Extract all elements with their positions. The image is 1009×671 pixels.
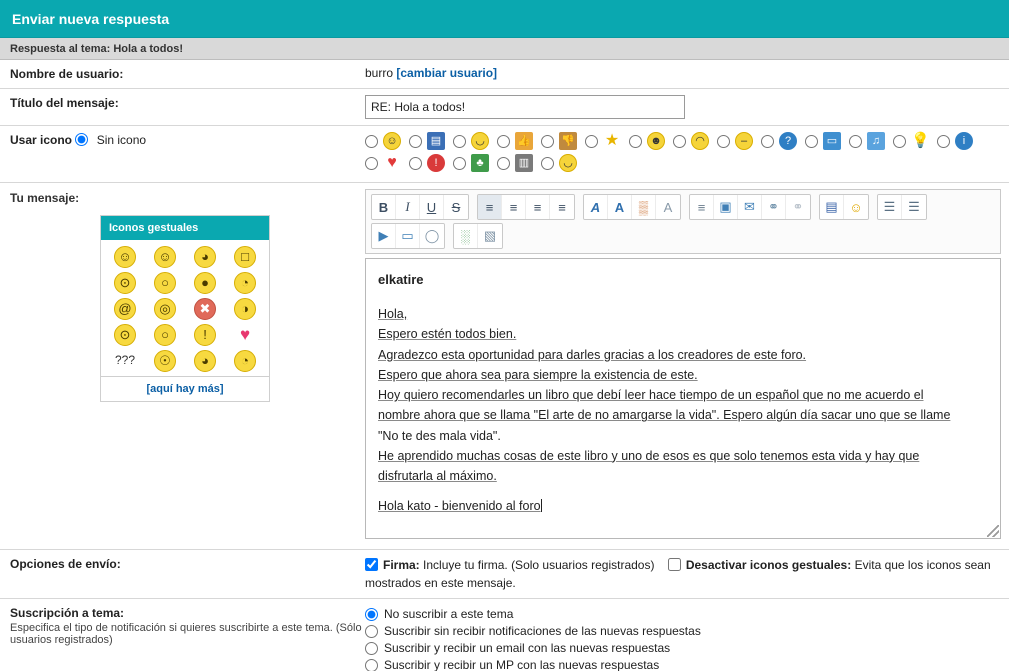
underline-button[interactable]: U	[420, 195, 444, 219]
align-justify-button[interactable]: ≡	[550, 195, 574, 219]
icon-radio-star[interactable]	[585, 135, 598, 148]
icon-radio-thumbup[interactable]	[497, 135, 510, 148]
editor-tail-line-wrap	[378, 496, 542, 516]
icon-radio-thumbdown[interactable]	[541, 135, 554, 148]
toolbar-group-code	[453, 223, 503, 249]
toolbar-line-1	[371, 194, 995, 220]
message-row	[0, 183, 1009, 550]
insert-email-button[interactable]: ✉	[738, 195, 762, 219]
subscription-label-cell	[0, 599, 365, 671]
subject-row	[0, 89, 1009, 126]
toolbar-group-align	[477, 194, 575, 220]
smiley-icon[interactable]: ◔	[234, 272, 256, 294]
icon-radio-note[interactable]	[409, 135, 422, 148]
editor-line: Hoy quiero recomendarles un libro que debí leer hace tiempo de un español que no me acuerdo el	[378, 388, 924, 403]
icon-option-film	[497, 154, 533, 172]
info-icon: i	[955, 132, 973, 150]
smiley-heart-icon[interactable]: ♥	[239, 325, 251, 344]
font-size-button[interactable]: A	[608, 195, 632, 219]
disable-smileys-text: Evita que los iconos sean mostrados en este mensaje.	[365, 558, 991, 590]
smiley-icon[interactable]: ◎	[154, 298, 176, 320]
smiley-icon[interactable]: ✖	[194, 298, 216, 320]
exclamation-icon: !	[427, 154, 445, 172]
signature-text: Incluye tu firma. (Solo usuarios registrados)	[423, 558, 655, 572]
unlink-button[interactable]: ⚭	[786, 195, 810, 219]
editor-line: disfrutarla al máximo.	[378, 469, 497, 484]
disable-smileys-title: Desactivar iconos gestuales:	[685, 558, 852, 572]
smiley-icon[interactable]: ☺	[154, 246, 176, 268]
editor-resize-handle[interactable]	[987, 525, 999, 537]
subscription-option[interactable]	[365, 607, 1001, 621]
toolbar-line-2	[371, 223, 995, 249]
insert-horizontal-rule-button[interactable]: ≡	[690, 195, 714, 219]
toolbar-group-font	[583, 194, 681, 220]
smiley-icon[interactable]: ○	[154, 324, 176, 346]
toolbar-group-format	[371, 194, 469, 220]
tree-icon: ♣	[471, 154, 489, 172]
username-row	[0, 60, 1009, 89]
icon-radio-screen[interactable]	[805, 135, 818, 148]
subscription-radio-none[interactable]	[365, 608, 378, 621]
align-right-button[interactable]: ≡	[526, 195, 550, 219]
subscription-option-label: Suscribir y recibir un MP con las nuevas respuestas	[384, 658, 660, 671]
insert-table-button[interactable]: ▤	[820, 195, 844, 219]
align-center-button[interactable]: ≡	[502, 195, 526, 219]
remove-format-button[interactable]: A	[656, 195, 680, 219]
align-left-button[interactable]: ≡	[478, 195, 502, 219]
icon-radio-tree[interactable]	[453, 157, 466, 170]
smiley-icon[interactable]: ☺	[114, 246, 136, 268]
editor-line: Hola,	[378, 307, 408, 322]
bullet-list-button[interactable]: ☰	[878, 195, 902, 219]
editor-body	[378, 304, 988, 486]
editor-signature-name: elkatire	[378, 272, 424, 287]
smiley-icon[interactable]: □	[234, 246, 256, 268]
thread-subheader-text: Respuesta al tema: Hola a todos!	[10, 42, 183, 55]
insert-video-button[interactable]: ▭	[396, 224, 420, 248]
subscription-option[interactable]	[365, 658, 1001, 671]
neutral-icon: ‒	[735, 132, 753, 150]
smiley-icon[interactable]: @	[114, 298, 136, 320]
subject-field-cell	[365, 89, 1009, 125]
icon-option-heart	[365, 154, 401, 172]
page-title: Enviar nueva respuesta	[12, 10, 170, 27]
note-icon: ▤	[427, 132, 445, 150]
grin-icon: ◡	[471, 132, 489, 150]
icon-radio-neutral[interactable]	[717, 135, 730, 148]
subscription-row	[0, 599, 1009, 671]
smiley-icon[interactable]: ◕	[194, 350, 216, 372]
thumb-up-icon: 👍	[515, 132, 533, 150]
icon-radio-music[interactable]	[849, 135, 862, 148]
icon-option-question	[761, 132, 797, 150]
signature-title: Firma:	[383, 558, 420, 572]
message-label: Tu mensaje:	[10, 191, 80, 205]
subscription-options	[365, 605, 1001, 671]
editor-toolbar	[365, 189, 1001, 254]
insert-code-button[interactable]: ░	[454, 224, 478, 248]
icon-radio-heart[interactable]	[365, 157, 378, 170]
icon-option-neutral	[717, 132, 753, 150]
smile-icon: ☺	[383, 132, 401, 150]
text-caret	[541, 499, 542, 512]
subscription-option-label: Suscribir sin recibir notificaciones de las nuevas respuestas	[384, 624, 701, 638]
bold-button[interactable]: B	[372, 195, 396, 219]
star-icon: ★	[604, 132, 620, 149]
insert-image-button[interactable]: ▣	[714, 195, 738, 219]
smiley-more-link[interactable]: [aquí hay más]	[146, 383, 224, 395]
insert-flash-button[interactable]: ▶	[372, 224, 396, 248]
username-label: Nombre de usuario:	[10, 67, 124, 81]
change-user-link[interactable]: [cambiar usuario]	[396, 66, 498, 80]
message-right-column	[365, 183, 1009, 549]
strikethrough-button[interactable]: S	[444, 195, 468, 219]
username-value: burro	[365, 66, 394, 80]
icon-option-happy	[629, 132, 665, 150]
icon-radio-info[interactable]	[937, 135, 950, 148]
smiley-icon[interactable]: ⊙	[114, 272, 136, 294]
subscription-option[interactable]	[365, 641, 1001, 655]
icon-radio-exclaim[interactable]	[409, 157, 422, 170]
subscription-radio-email[interactable]	[365, 642, 378, 655]
smiley-more-row	[101, 376, 269, 401]
subscription-sub-label: Especifica el tipo de notificación si quieres suscribirte a este tema. (Sólo usuarios registrados)	[10, 622, 362, 646]
icon-option-sad	[673, 132, 709, 150]
happy-icon: ☻	[647, 132, 665, 150]
subscription-radio-pm[interactable]	[365, 659, 378, 671]
username-field-cell	[365, 60, 1009, 88]
icon-option-info	[937, 132, 973, 150]
smiley-grid	[101, 240, 269, 376]
toolbar-group-lists	[877, 194, 927, 220]
heart-icon: ♥	[387, 154, 397, 171]
lightbulb-icon: 💡	[911, 132, 930, 149]
subject-label: Título del mensaje:	[10, 96, 119, 110]
editor-line: Espero estén todos bien.	[378, 327, 517, 342]
smiley-icon[interactable]: ☉	[154, 350, 176, 372]
icon-option-exclaim	[409, 154, 445, 172]
icon-option-note	[409, 132, 445, 150]
smiley-icon[interactable]: ⊙	[114, 324, 136, 346]
no-icon-radio[interactable]	[75, 133, 88, 146]
icon-radio-happy[interactable]	[629, 135, 642, 148]
message-editor[interactable]	[365, 258, 1001, 539]
icon-option-tree	[453, 154, 489, 172]
icon-options-line-2	[365, 154, 1001, 176]
message-left-column	[0, 183, 365, 549]
icon-option-idea	[893, 132, 929, 150]
subscription-label: Suscripción a tema:	[10, 606, 125, 620]
icon-row	[0, 126, 1009, 183]
smiley-panel	[100, 215, 270, 402]
icon-option-thumbdown	[541, 132, 577, 150]
toolbar-group-media	[371, 223, 445, 249]
icon-radio-smile[interactable]	[365, 135, 378, 148]
subscription-option-label: No suscribir a este tema	[384, 607, 514, 621]
smiley-icon[interactable]: ◕	[194, 246, 216, 268]
editor-line: nombre ahora que se llama "El arte de no amargarse la vida". Espero algún día sacar uno que se llame	[378, 408, 951, 423]
smiley-icon[interactable]: !	[194, 324, 216, 346]
smiley-icon[interactable]: ◔	[234, 350, 256, 372]
film-icon: ▥	[515, 154, 533, 172]
laugh-icon: ◡	[559, 154, 577, 172]
icon-options-cell	[365, 126, 1009, 182]
subscription-options-cell	[365, 599, 1009, 671]
subscription-radio-no-notify[interactable]	[365, 625, 378, 638]
icon-option-thumbup	[497, 132, 533, 150]
disable-smileys-checkbox[interactable]	[668, 558, 681, 571]
icon-radio-grin[interactable]	[453, 135, 466, 148]
signature-checkbox[interactable]	[365, 558, 378, 571]
font-color-button[interactable]: ▒	[632, 195, 656, 219]
sad-icon: ◠	[691, 132, 709, 150]
icon-radio-sad[interactable]	[673, 135, 686, 148]
no-icon-label: Sin icono	[96, 133, 147, 147]
numbered-list-button[interactable]: ☰	[902, 195, 926, 219]
thumb-down-icon: 👎	[559, 132, 577, 150]
editor-line: Agradezco esta oportunidad para darles gracias a los creadores de este foro.	[378, 347, 807, 362]
subscription-option[interactable]	[365, 624, 1001, 638]
icon-option-laugh	[541, 154, 577, 172]
music-icon: ♫	[867, 132, 885, 150]
icon-label-cell	[0, 126, 365, 182]
editor-line: Espero que ahora sea para siempre la existencia de este.	[378, 367, 698, 382]
icon-label: Usar icono	[10, 133, 73, 147]
send-options-cell	[365, 550, 1009, 598]
icon-option-star	[585, 132, 621, 150]
smiley-question-icon[interactable]: ???	[114, 353, 136, 367]
insert-smiley-button[interactable]: ☺	[844, 195, 868, 219]
send-options-label: Opciones de envío:	[10, 557, 121, 571]
icon-option-screen	[805, 132, 841, 150]
icon-radio-film[interactable]	[497, 157, 510, 170]
thread-subheader	[0, 38, 1009, 60]
editor-tail-line: Hola kato - bienvenido al foro	[378, 498, 541, 513]
insert-link-button[interactable]: ⚭	[762, 195, 786, 219]
subject-input[interactable]	[365, 95, 685, 119]
smiley-icon[interactable]: ●	[194, 272, 216, 294]
question-icon: ?	[779, 132, 797, 150]
screen-icon: ▭	[823, 132, 841, 150]
icon-radio-question[interactable]	[761, 135, 774, 148]
smiley-panel-title: Iconos gestuales	[101, 216, 269, 240]
subscription-option-label: Suscribir y recibir un email con las nuevas respuestas	[384, 641, 671, 655]
editor-line: He aprendido muchas cosas de este libro y uno de esos es que solo tenemos esta vida y hay que	[378, 448, 920, 463]
italic-button[interactable]: I	[396, 195, 420, 219]
smiley-icon[interactable]: ◑	[234, 298, 256, 320]
insert-quote-button[interactable]: ◯	[420, 224, 444, 248]
icon-radio-laugh[interactable]	[541, 157, 554, 170]
icon-options-line-1	[365, 132, 1001, 154]
toolbar-group-table-smiley	[819, 194, 869, 220]
smiley-icon[interactable]: ○	[154, 272, 176, 294]
send-options-row	[0, 550, 1009, 599]
icon-option-smile	[365, 132, 401, 150]
editor-line: "No te des mala vida".	[378, 428, 501, 443]
icon-option-grin	[453, 132, 489, 150]
page-header	[0, 0, 1009, 38]
font-family-button[interactable]: A	[584, 195, 608, 219]
icon-radio-idea[interactable]	[893, 135, 906, 148]
insert-page-button[interactable]: ▧	[478, 224, 502, 248]
toolbar-group-insert	[689, 194, 811, 220]
icon-option-music	[849, 132, 885, 150]
